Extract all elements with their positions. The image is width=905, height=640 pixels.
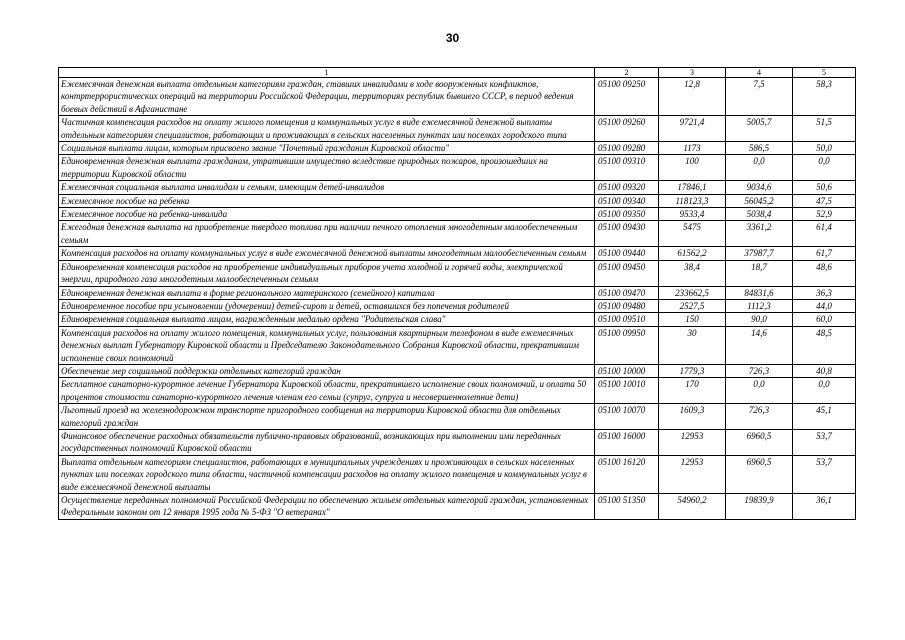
row-name-cell: Финансовое обеспечение расходных обязательств публично-правовых образований, возникающих при выполнении ими переданных государственных полномочий Кировской области (59, 429, 595, 455)
row-code-cell: 05100 09250 (595, 78, 659, 116)
column-header: 3 (659, 68, 726, 78)
row-value-cell: 38,4 (659, 260, 726, 286)
row-value-cell: 9034,6 (726, 181, 793, 194)
row-name-cell: Компенсация расходов на оплату коммунальных услуг в виде ежемесячной денежной выплаты многодетным малообеспеченным семьям (59, 247, 595, 260)
row-code-cell: 05100 09450 (595, 260, 659, 286)
table-row (59, 364, 856, 377)
row-code-cell: 05100 09440 (595, 247, 659, 260)
table-row (59, 221, 856, 247)
row-name-cell: Ежемесячная денежная выплата отдельным категориям граждан, ставших инвалидами в ходе вооруженных конфликтов, контртеррористических операций на территории Российской Федерации, территориях республик бывшего СССР, в период ведения боевых действий в Афганистане (59, 78, 595, 116)
column-header: 4 (726, 68, 793, 78)
row-name-cell: Единовременная социальная выплата лицам, награжденным медалью ордена "Родительская слава" (59, 313, 595, 326)
row-name-cell: Единовременная денежная выплата гражданам, утратившим имущество вследствие природных пожаров, произошедших на территории Кировской области (59, 155, 595, 181)
table-body (59, 78, 856, 520)
row-value-cell: 17846,1 (659, 181, 726, 194)
row-value-cell: 56045,2 (726, 194, 793, 207)
row-value-cell: 233662,5 (659, 286, 726, 299)
row-value-cell: 150 (659, 313, 726, 326)
row-code-cell: 05100 51350 (595, 494, 659, 520)
row-value-cell: 14,6 (726, 326, 793, 364)
row-value-cell: 1173 (659, 142, 726, 155)
row-name-cell: Частичная компенсация расходов на оплату жилого помещения и коммунальных услуг в виде ежемесячной денежной выплаты отдельным категориям специалистов, работающих и проживающих в сельских населенных пунктах или поселках городского типа (59, 116, 595, 142)
row-value-cell: 47,5 (793, 194, 856, 207)
row-name-cell: Ежегодная денежная выплата на приобретение твердого топлива при наличии печного отопления многодетным малообеспеченным семьям (59, 221, 595, 247)
row-value-cell: 5475 (659, 221, 726, 247)
row-code-cell: 05100 09950 (595, 326, 659, 364)
row-value-cell: 12,8 (659, 78, 726, 116)
row-value-cell: 0,0 (726, 378, 793, 404)
row-value-cell: 170 (659, 378, 726, 404)
row-value-cell: 36,1 (793, 494, 856, 520)
table-row (59, 299, 856, 312)
row-value-cell: 1112,3 (726, 299, 793, 312)
row-value-cell: 100 (659, 155, 726, 181)
row-value-cell: 18,7 (726, 260, 793, 286)
row-name-cell: Ежемесячное пособие на ребенка (59, 194, 595, 207)
row-code-cell: 05100 10070 (595, 404, 659, 430)
row-code-cell: 05100 10010 (595, 378, 659, 404)
row-value-cell: 0,0 (793, 378, 856, 404)
table-row (59, 326, 856, 364)
row-name-cell: Выплата отдельным категориям специалистов, работающих в муниципальных учреждениях и проживающих в сельских населенных пунктах или поселках городского типа области, частичной компенсации расходов на оплату жилого помещения и коммунальных услуг в виде ежемесячной денежной выплаты (59, 455, 595, 493)
row-value-cell: 7,5 (726, 78, 793, 116)
row-value-cell: 48,5 (793, 326, 856, 364)
row-name-cell: Обеспечение мер социальной поддержки отдельных категорий граждан (59, 364, 595, 377)
row-code-cell: 05100 09480 (595, 299, 659, 312)
row-value-cell: 726,3 (726, 364, 793, 377)
page-number: 30 (445, 31, 460, 45)
row-code-cell: 05100 09470 (595, 286, 659, 299)
row-code-cell: 05100 09510 (595, 313, 659, 326)
column-header: 5 (793, 68, 856, 78)
row-value-cell: 586,5 (726, 142, 793, 155)
row-value-cell: 61,7 (793, 247, 856, 260)
table-row (59, 455, 856, 493)
table-row (59, 313, 856, 326)
row-value-cell: 19839,9 (726, 494, 793, 520)
row-code-cell: 05100 09320 (595, 181, 659, 194)
table-row (59, 155, 856, 181)
row-value-cell: 54960,2 (659, 494, 726, 520)
table-row (59, 260, 856, 286)
table-row (59, 78, 856, 116)
row-name-cell: Единовременная компенсация расходов на приобретение индивидуальных приборов учета холодной и горячей воды, электрической энергии, природного газа многодетным малообеспеченным семьям (59, 260, 595, 286)
table-row (59, 286, 856, 299)
row-value-cell: 9721,4 (659, 116, 726, 142)
row-value-cell: 0,0 (793, 155, 856, 181)
row-value-cell: 84831,6 (726, 286, 793, 299)
row-value-cell: 118123,3 (659, 194, 726, 207)
row-value-cell: 52,9 (793, 208, 856, 221)
row-name-cell: Ежемесячная социальная выплата инвалидам и семьям, имеющим детей-инвалидов (59, 181, 595, 194)
table-row (59, 194, 856, 207)
row-value-cell: 37987,7 (726, 247, 793, 260)
row-name-cell: Единовременное пособие при усыновлении (удочерении) детей-сирот и детей, оставшихся без попечения родителей (59, 299, 595, 312)
row-value-cell: 50,0 (793, 142, 856, 155)
table-row (59, 142, 856, 155)
table-row (59, 116, 856, 142)
row-value-cell: 90,0 (726, 313, 793, 326)
row-value-cell: 61562,2 (659, 247, 726, 260)
row-name-cell: Ежемесячное пособие на ребенка-инвалида (59, 208, 595, 221)
row-value-cell: 40,8 (793, 364, 856, 377)
row-value-cell: 726,3 (726, 404, 793, 430)
table-row (59, 404, 856, 430)
row-value-cell: 51,5 (793, 116, 856, 142)
row-name-cell: Единовременная денежная выплата в форме регионального материнского (семейного) капитала (59, 286, 595, 299)
table-row (59, 181, 856, 194)
row-name-cell: Бесплатное санаторно-курортное лечение Губернатора Кировской области, прекратившего исполнение своих полномочий, и оплата 50 процентов стоимости санаторно-курортного лечения членам его семьи (супруг, супруга и несовершеннолетние дети) (59, 378, 595, 404)
row-value-cell: 60,0 (793, 313, 856, 326)
row-value-cell: 2527,5 (659, 299, 726, 312)
row-value-cell: 36,3 (793, 286, 856, 299)
row-code-cell: 05100 16120 (595, 455, 659, 493)
row-code-cell: 05100 09430 (595, 221, 659, 247)
row-value-cell: 53,7 (793, 429, 856, 455)
column-header: 1 (59, 68, 595, 78)
row-value-cell: 6960,5 (726, 429, 793, 455)
row-value-cell: 48,6 (793, 260, 856, 286)
row-code-cell: 05100 10000 (595, 364, 659, 377)
table-row (59, 429, 856, 455)
row-name-cell: Социальная выплата лицам, которым присвоено звание "Почетный гражданин Кировской области" (59, 142, 595, 155)
row-value-cell: 12953 (659, 429, 726, 455)
row-value-cell: 5038,4 (726, 208, 793, 221)
row-code-cell: 05100 09280 (595, 142, 659, 155)
row-value-cell: 44,0 (793, 299, 856, 312)
row-name-cell: Компенсация расходов на оплату жилого помещения, коммунальных услуг, пользования квартирным телефоном в виде ежемесячных денежных выплат Губернатору Кировской области и Председателю Законодательного Собрания Кировской области, прекратившим исполнение своих полномочий (59, 326, 595, 364)
row-value-cell: 53,7 (793, 455, 856, 493)
row-name-cell: Осуществление переданных полномочий Российской Федерации по обеспечению жильем отдельных категорий граждан, установленных Федеральным законом от 12 января 1995 года № 5-ФЗ "О ветеранах" (59, 494, 595, 520)
column-header: 2 (595, 68, 659, 78)
row-value-cell: 9533,4 (659, 208, 726, 221)
table-row (59, 378, 856, 404)
row-value-cell: 30 (659, 326, 726, 364)
row-value-cell: 45,1 (793, 404, 856, 430)
row-code-cell: 05100 09310 (595, 155, 659, 181)
row-code-cell: 05100 09340 (595, 194, 659, 207)
row-value-cell: 12953 (659, 455, 726, 493)
row-code-cell: 05100 09350 (595, 208, 659, 221)
table-row (59, 494, 856, 520)
row-code-cell: 05100 09260 (595, 116, 659, 142)
budget-table (58, 67, 856, 520)
row-code-cell: 05100 16000 (595, 429, 659, 455)
table-row (59, 208, 856, 221)
row-value-cell: 3361,2 (726, 221, 793, 247)
row-value-cell: 0,0 (726, 155, 793, 181)
row-value-cell: 61,4 (793, 221, 856, 247)
row-value-cell: 6960,5 (726, 455, 793, 493)
row-name-cell: Льготный проезд на железнодорожном транспорте пригородного сообщения на территории Кировской области для отдельных категорий граждан (59, 404, 595, 430)
table-header-row (59, 68, 856, 78)
table-row (59, 247, 856, 260)
row-value-cell: 1779,3 (659, 364, 726, 377)
row-value-cell: 5005,7 (726, 116, 793, 142)
row-value-cell: 58,3 (793, 78, 856, 116)
row-value-cell: 50,6 (793, 181, 856, 194)
row-value-cell: 1609,3 (659, 404, 726, 430)
